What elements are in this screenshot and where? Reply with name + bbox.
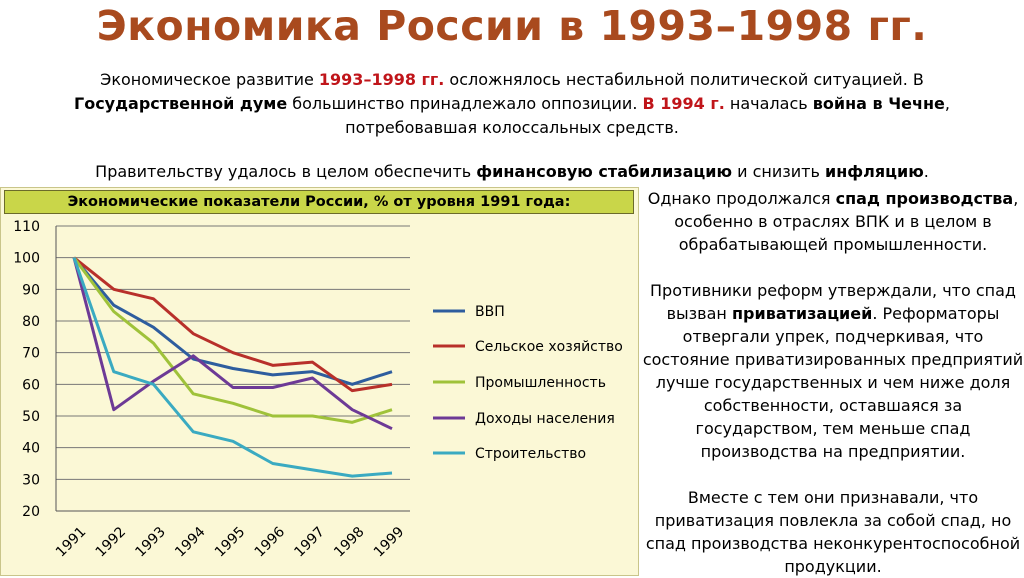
y-tick-label: 60 bbox=[22, 377, 40, 394]
y-tick-label: 40 bbox=[22, 440, 40, 457]
right-paragraph-2 bbox=[642, 279, 1024, 463]
chart-panel bbox=[0, 187, 639, 576]
right-text: Противники реформ утверждали, что спад вызван bbox=[650, 281, 1016, 323]
y-tick-label: 50 bbox=[22, 409, 40, 425]
intro-paragraph bbox=[60, 68, 964, 140]
x-tick-label: 1998 bbox=[331, 523, 368, 561]
series-line bbox=[74, 258, 392, 423]
y-tick-label: 100 bbox=[13, 250, 40, 267]
gov-finance-bold: финансовую стабилизацию bbox=[476, 162, 733, 181]
intro-duma-bold: Государственной думе bbox=[74, 94, 288, 113]
government-paragraph bbox=[60, 160, 964, 184]
x-tick-label: 1994 bbox=[172, 523, 209, 561]
line-chart bbox=[1, 216, 638, 575]
legend-label: Доходы населения bbox=[475, 411, 615, 427]
right-paragraph-3: Вместе с тем они признавали, что приватизация повлекла за собой спад, но спад производства неконкурентоспособной продукции. bbox=[645, 488, 1021, 576]
y-tick-label: 80 bbox=[22, 314, 40, 330]
intro-text: началась bbox=[724, 94, 813, 113]
right-text: , особенно в отраслях ВПК и в целом в обрабатывающей промышленности. bbox=[674, 189, 1019, 254]
right-text-column bbox=[642, 187, 1024, 578]
right-text: . Реформаторы отвергали упрек, подчеркивая, что состояние приватизированных предприятий лучше государственных и чем ниже доля собственности, оставшаяся за государством, тем меньше спад производства на предприятии. bbox=[642, 304, 1024, 461]
intro-war-bold: война в Чечне bbox=[812, 94, 945, 113]
gov-text: . bbox=[923, 162, 929, 181]
y-tick-label: 110 bbox=[13, 219, 40, 235]
x-tick-label: 1996 bbox=[251, 523, 289, 561]
x-tick-label: 1997 bbox=[291, 523, 328, 561]
intro-text: большинство принадлежало оппозиции. bbox=[287, 94, 643, 113]
intro-text: осложнялось нестабильной политической ситуацией. В bbox=[444, 70, 924, 89]
right-paragraph-1 bbox=[642, 187, 1024, 256]
legend-label: Строительство bbox=[475, 446, 587, 462]
right-decline-bold: спад производства bbox=[835, 189, 1014, 208]
series-line bbox=[74, 258, 392, 391]
x-tick-label: 1993 bbox=[132, 523, 169, 561]
x-tick-label: 1995 bbox=[211, 523, 249, 561]
gov-text: Правительству удалось в целом обеспечить bbox=[95, 162, 477, 181]
intro-years-highlight: 1993–1998 гг. bbox=[318, 70, 445, 89]
legend-label: Сельское хозяйство bbox=[475, 339, 623, 355]
intro-text: Экономическое развитие bbox=[100, 70, 319, 89]
x-tick-label: 1992 bbox=[92, 523, 130, 561]
y-tick-label: 30 bbox=[22, 472, 40, 489]
intro-text: , потребовавшая колоссальных средств. bbox=[345, 94, 950, 137]
y-tick-label: 70 bbox=[22, 345, 40, 362]
y-tick-label: 90 bbox=[22, 282, 40, 299]
intro-1994-highlight: В 1994 г. bbox=[642, 94, 725, 113]
x-tick-label: 1991 bbox=[52, 523, 90, 561]
chart-header: Экономические показатели России, % от уровня 1991 года: bbox=[4, 190, 634, 214]
right-text: Однако продолжался bbox=[647, 189, 836, 208]
legend-label: Промышленность bbox=[475, 375, 606, 391]
slide-title: Экономика России в 1993–1998 гг. bbox=[96, 2, 928, 50]
legend-label: ВВП bbox=[475, 304, 505, 320]
x-tick-label: 1999 bbox=[370, 523, 408, 561]
y-tick-label: 20 bbox=[22, 504, 40, 520]
right-privatization-bold: приватизацией bbox=[731, 304, 873, 323]
gov-inflation-bold: инфляцию bbox=[824, 162, 924, 181]
gov-text: и снизить bbox=[732, 162, 825, 181]
